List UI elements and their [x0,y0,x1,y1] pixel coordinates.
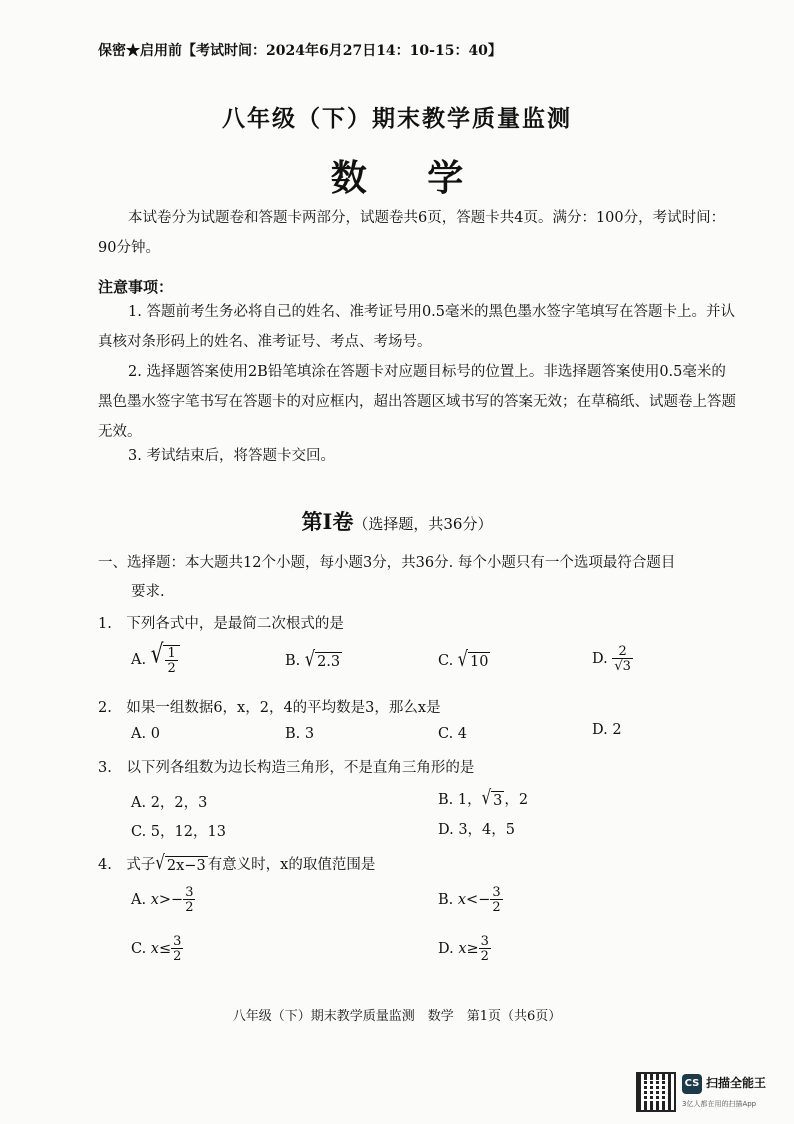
scanner-app-tagline: 3亿人都在用的扫描App [682,1100,757,1108]
q3-option-a: A. 2，2，3 [131,795,208,811]
question-1-stem: 1. 下列各式中，是最简二次根式的是 [98,616,344,632]
q2-option-c: C. 4 [438,726,468,742]
q3-option-d: D. 3，4，5 [438,822,516,838]
note-item-3: 3. 考试结束后，将答题卡交回。 [128,448,335,464]
q2-option-d: D. 2 [592,722,622,738]
q4-option-a: A. x>− $\frac{3}{2}$ [131,885,194,915]
volume-heading [0,506,794,536]
note-item-1: 1. 答题前考生务必将自己的姓名、准考证号用0.5毫米的黑色墨水签字笔填写在答题卡上。并认真核对条形码上的姓名、准考证号、考点、考场号。 [98,304,735,350]
q1-option-c: C. √ 10 [438,646,489,672]
exam-subtitle: 八年级（下）期末教学质量监测 [222,105,572,132]
q2-option-b: B. 3 [285,726,315,742]
volume-title: 第Ⅰ卷 [301,509,354,534]
q1-option-a: A. √ $\frac{1}{2}$ [131,645,180,675]
intro-paragraph: 本试卷分为试题卷和答题卡两部分，试题卷共6页，答题卡共4页。满分：100分，考试时间：90分钟。 [98,210,726,256]
question-4-stem: 4. 式子 √ 2x−3 有意义时，x的取值范围是 [98,850,376,875]
section-instruction: 一、选择题：本大题共12个小题，每小题3分，共36分. 每个小题只有一个选项最符合题目 [98,555,676,571]
q4-option-b: B. x<− $\frac{3}{2}$ [438,885,501,915]
q4-option-d: D. x≥ $\frac{3}{2}$ [438,934,489,964]
q3-option-b: B. 1， √ 3 ，2 [438,785,529,810]
page-footer: 八年级（下）期末教学质量监测 数学 第1页（共6页） [232,1009,562,1024]
scanner-app-name: 扫描全能王 [706,1076,767,1090]
note-item-2: 2. 选择题答案使用2B铅笔填涂在答题卡对应题目标号的位置上。非选择题答案使用0.5毫米的黑色墨水签字笔书写在答题卡的对应框内，超出答题区域书写的答案无效；在草稿纸、试题卷上答题无效。 [98,364,736,440]
q3-option-c: C. 5，12，13 [131,824,226,840]
q1-option-b: B. √ 2.3 [285,646,341,672]
q4-option-c: C. x≤ $\frac{3}{2}$ [131,934,182,964]
section-instruction-cont: 要求. [131,584,165,600]
question-3-stem: 3. 以下列各组数为边长构造三角形，不是直角三角形的是 [98,760,475,776]
q2-option-a: A. 0 [131,726,160,742]
question-2-stem: 2. 如果一组数据6，x，2，4的平均数是3，那么x是 [98,700,441,716]
qr-code-icon [636,1072,676,1112]
sqrt-symbol: √ $\frac{1}{2}$ [151,645,180,675]
notes-heading: 注意事项： [98,278,174,296]
page-title: 数 学 [330,157,488,199]
q1-option-d: D. $\frac{2}{√3}$ [592,644,631,674]
confidential-exam-time: 保密★启用前【考试时间：2024年6月27日14：10-15：40】 [98,43,502,59]
volume-desc: （选择题，共36分） [353,515,493,533]
scanner-logo-icon: CS [682,1074,702,1094]
